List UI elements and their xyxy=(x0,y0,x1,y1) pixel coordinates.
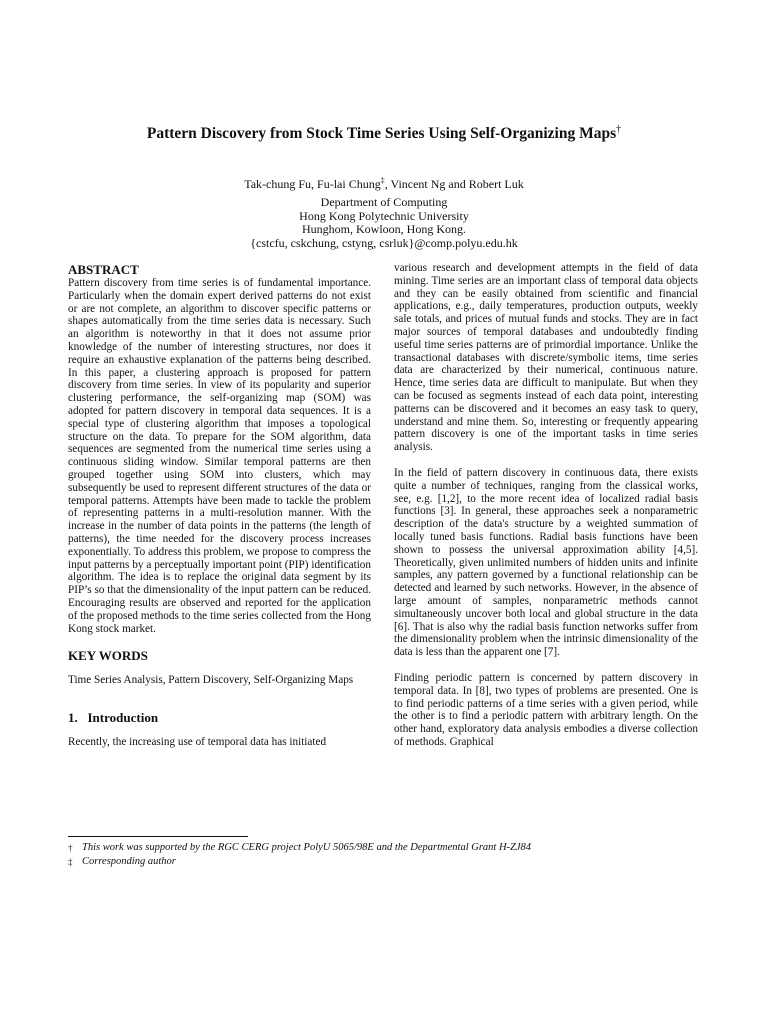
footnote-funding xyxy=(68,841,708,855)
left-column xyxy=(68,262,371,749)
paper-title xyxy=(0,124,768,143)
footnote-corresponding xyxy=(68,855,708,869)
affiliation-department: Department of Computing xyxy=(320,195,448,209)
affiliation-university: Hong Kong Polytechnic University xyxy=(299,208,469,223)
abstract-text: Pattern discovery from time series is of fundamental importance. Particularly when the domain expert derived patterns do not exist or are not complete, an algorithm to discover specific patterns or shapes automatically from the time series data is necessary. Such an algorithm is noteworthy in that it does not assume prior knowledge of the number of interesting structures, nor does it require an exhaustive explanation of the patterns being described. In this paper, a clustering approach is proposed for pattern discovery from time series. In view of its popularity and superior clustering performance, the self-organizing map (SOM) was adopted for pattern discovery in temporal data sequences. It is a special type of clustering algorithm that imposes a topological structure on the data. To prepare for the SOM algorithm, data sequences are segmented from the numerical time series using a continuous sliding window. Similar temporal patterns are then grouped together using SOM into clusters, which may subsequently be used to represent different structures of the data or temporal patterns. Attempts have been made to tackle the problem of representing patterns in a multi-resolution manner. With the increase in the number of data points in the patterns (the length of patterns), the time needed for the discovery process increases exponentially. To address this problem, we propose to compress the input patterns by a perceptually important point (PIP) identification algorithm. The idea is to replace the original data segment by its PIP’s so that the dimensionality of the input pattern can be reduced. Encouraging results are observed and reported for the application of the proposed methods to the time series collected from the Hong Kong stock market. xyxy=(68,277,371,635)
authors-part1: Tak-chung Fu, Fu-lai Chung xyxy=(244,177,381,191)
authors-part2: , Vincent Ng and Robert Luk xyxy=(384,177,524,191)
footnote-mark-dagger: † xyxy=(68,843,73,853)
footnote-divider xyxy=(68,836,248,837)
right-column xyxy=(394,262,698,749)
footnote-mark-double-dagger: ‡ xyxy=(68,857,73,867)
author-list xyxy=(0,176,768,192)
title-text: Pattern Discovery from Stock Time Series Using Self-Organizing Maps xyxy=(146,125,617,143)
title-footnote-mark: † xyxy=(616,124,622,135)
introduction-heading: 1. Introduction xyxy=(68,710,159,726)
corresponding-mark: ‡ xyxy=(380,176,385,185)
footnotes xyxy=(68,841,708,869)
footnote-corresponding-text: Corresponding author xyxy=(82,856,176,867)
affiliation-block xyxy=(0,196,768,251)
keywords-heading: KEY WORDS xyxy=(68,648,148,664)
affiliation-address: Hunghom, Kowloon, Hong Kong. xyxy=(302,222,466,237)
right-paragraph-2: In the field of pattern discovery in continuous data, there exists quite a number of techniques, ranging from the classical works, see, e.g. [1,2], to the more recent idea of localized radial basis functions [3]. In general, these approaches seek a nonparametric description of the data's structure by a weighted summation of locally tuned basis functions. Radial basis functions have been shown to possess the universal approximation ability [4,5]. Theoretically, given unlimited numbers of hidden units and infinite samples, any pattern governed by a functional relationship can be detected and learned by such networks. However, in the absence of large amount of samples, nonparametric methods cannot simultaneously uncover both local and global structure in the data [6]. That is also why the radial basis function networks suffer from the dimensionality problem when the intrinsic dimensionality of the data is less than the apparent one [7]. xyxy=(394,466,698,659)
introduction-text: Recently, the increasing use of temporal data has initiated xyxy=(68,736,327,749)
footnote-funding-text: This work was supported by the RGC CERG project PolyU 5065/98E and the Departmental Grant H-ZJ84 xyxy=(82,842,532,853)
right-paragraph-1: various research and development attempts in the field of data mining. Time series are an important class of temporal data objects and they can be easily obtained from scientific and financial applications, e.g., daily temperatures, production outputs, weekly sale totals, and prices of mutual funds and stocks. They are in fact major sources of temporal databases and undoubtedly finding useful time series patterns are of primordial importance. Unlike the transactional databases with discrete/symbolic items, time series data are characterized by their numerical, continuous nature. Hence, time series data are difficult to manipulate. But when they can be focused as segments instead of each data point, interesting patterns can be discovered and it becomes an easy task to query, understand and mine them. So, interesting or frequently appearing pattern discovery is one of the important tasks in time series analysis. xyxy=(394,262,698,454)
right-paragraph-3: Finding periodic pattern is concerned by pattern discovery in temporal data. In [8], two types of problems are presented. One is to find periodic patterns of a time series with a given period, while the other is to find a periodic pattern with arbitrary length. On the other hand, exploratory data analysis embodies a diverse collection of methods. Graphical xyxy=(394,671,698,748)
keywords-text: Time Series Analysis, Pattern Discovery, Self-Organizing Maps xyxy=(68,674,354,687)
affiliation-emails: {cstcfu, cskchung, cstyng, csrluk}@comp.polyu.edu.hk xyxy=(250,236,518,251)
abstract-heading: ABSTRACT xyxy=(68,262,139,277)
